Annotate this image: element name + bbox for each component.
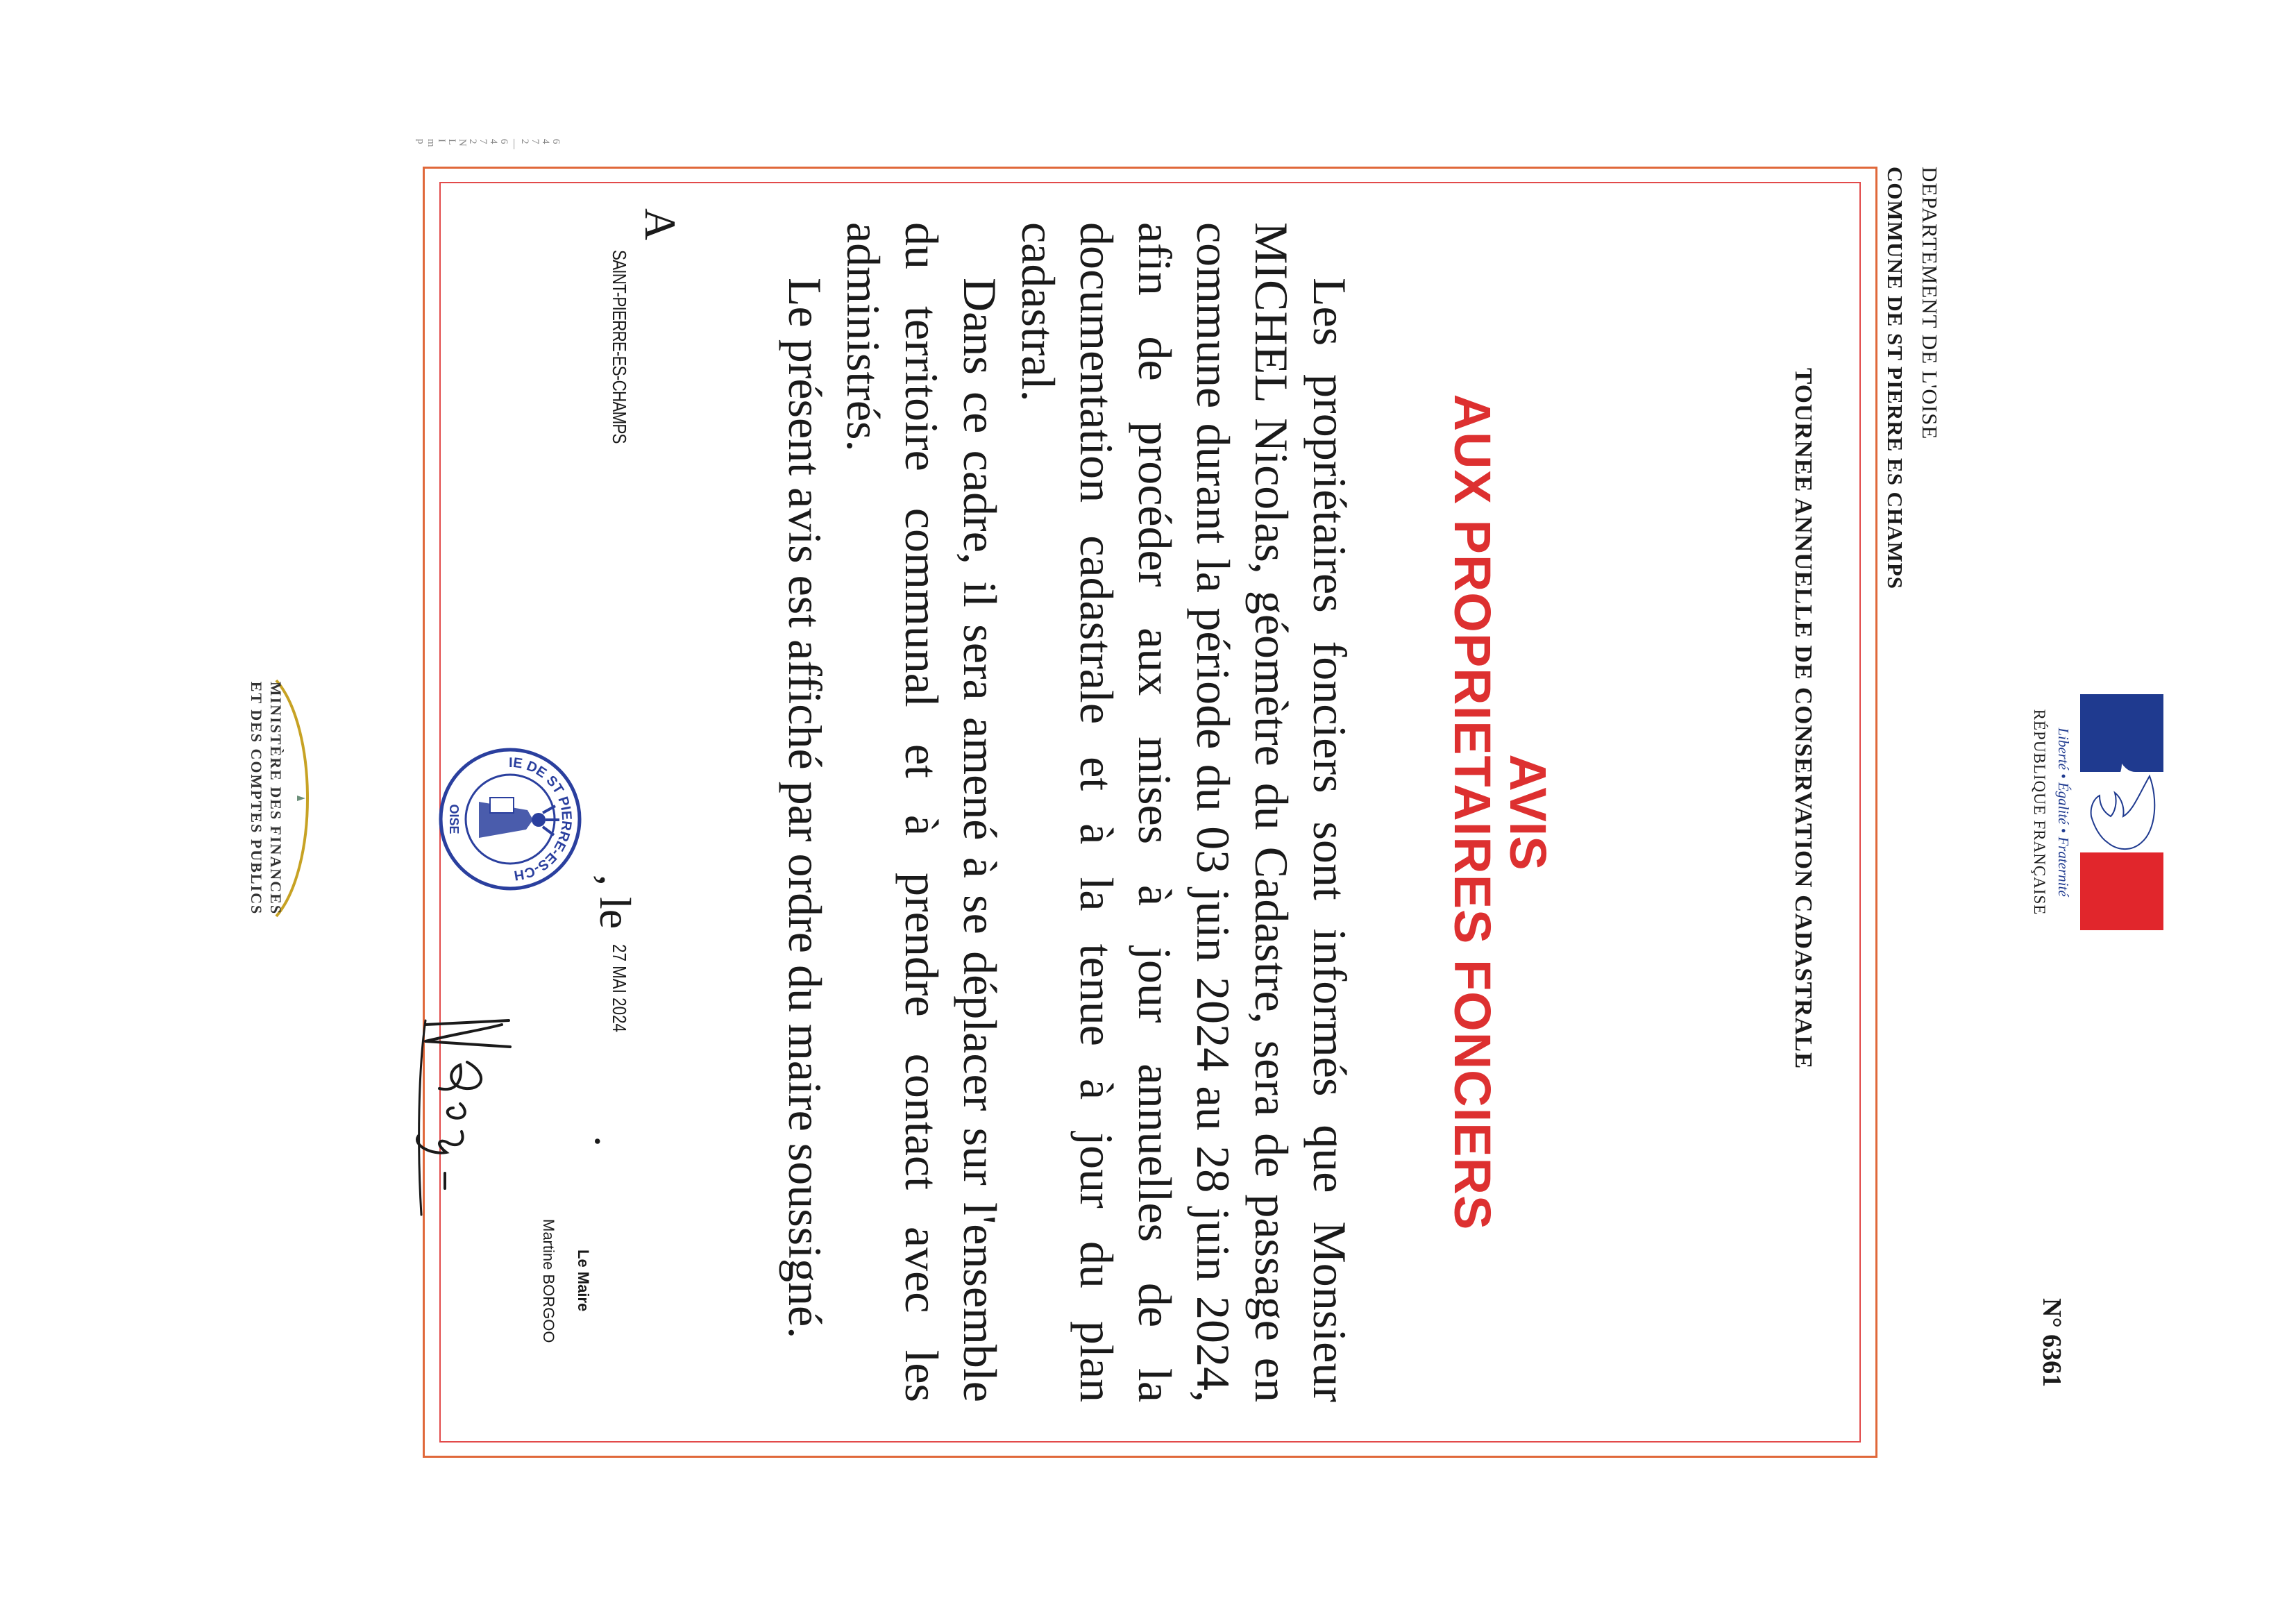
seal-department: OISE: [447, 804, 461, 834]
mayor-signature: [405, 1007, 530, 1222]
tricolor-flag: [2080, 694, 2163, 930]
mairie-seal: [437, 746, 583, 892]
republic-motto: Liberté • Égalité • Fraternité: [2055, 728, 2072, 897]
date-stamp: 27 MAI 2024: [609, 944, 630, 1033]
margin-bleed-char: 7: [478, 139, 489, 144]
department-label: DEPARTEMENT DE L'OISE: [1918, 167, 1942, 440]
mayor-name: Martine BORGOO: [540, 1219, 557, 1343]
sentence-end-mark: .: [586, 1136, 635, 1147]
notice-paragraph: Dans ce cadre, il sera amené à se déplacer sur l'ensemble du territoire communal et à prendre contact avec les administrés.: [837, 222, 1006, 1402]
date-prefix: , le: [591, 875, 640, 930]
republic-name: RÉPUBLIQUE FRANÇAISE: [2031, 709, 2048, 916]
notice-paragraph: Le présent avis est affiché par ordre du maire soussigné.: [779, 278, 832, 1339]
notice-body: [776, 222, 1359, 1402]
notice-number: N° 6361: [2037, 1298, 2066, 1388]
margin-bleed-char: L: [446, 139, 457, 146]
margin-bleed-char: I: [436, 139, 447, 142]
mayor-title: Le Maire: [575, 1250, 592, 1312]
margin-bleed-char: 2: [519, 139, 530, 144]
marianne-logo: [2011, 694, 2163, 930]
notice-title: AVIS: [1499, 754, 1557, 871]
ministry-line-2: ET DES COMPTES PUBLICS: [248, 681, 265, 916]
place-prefix: A: [636, 208, 685, 241]
place-stamp: SAINT-PIERRE-ES-CHAMPS: [609, 250, 630, 444]
commune-label: COMMUNE DE ST PIERRE ES CHAMPS: [1883, 167, 1907, 590]
margin-bleed-char: 7: [530, 139, 541, 144]
margin-bleed-char: N: [457, 139, 468, 146]
seal-ring-text: IE DE ST PIERRE-ES-CH: [509, 755, 575, 883]
margin-bleed-char: p: [415, 139, 426, 144]
margin-bleed-char: 6: [498, 139, 509, 144]
notice-subtitle: AUX PROPRIETAIRES FONCIERS: [1444, 394, 1501, 1231]
margin-bleed-char: m: [425, 139, 437, 147]
margin-bleed-char: 4: [540, 139, 551, 144]
tour-title: TOURNEE ANNUELLE DE CONSERVATION CADASTRALE: [1790, 368, 1817, 1070]
margin-bleed-marks: [415, 139, 561, 154]
margin-bleed-char: 2: [467, 139, 478, 144]
margin-bleed-char: —: [509, 139, 520, 149]
notice-paragraph: Les propriétaires fonciers sont informés que Monsieur MICHEL Nicolas, géomètre du Cadastre, sera de passage en commune durant la période du 03 juin 2024 au 28 juin 2024, afin de procéder aux mises à jour annuelles de la documentation cadastrale et à la tenue à jour du plan cadastral.: [1012, 222, 1356, 1402]
ministry-line-1: MINISTÈRE DES FINANCES: [267, 681, 285, 916]
margin-bleed-char: 4: [488, 139, 499, 144]
margin-bleed-char: 6: [550, 139, 562, 144]
